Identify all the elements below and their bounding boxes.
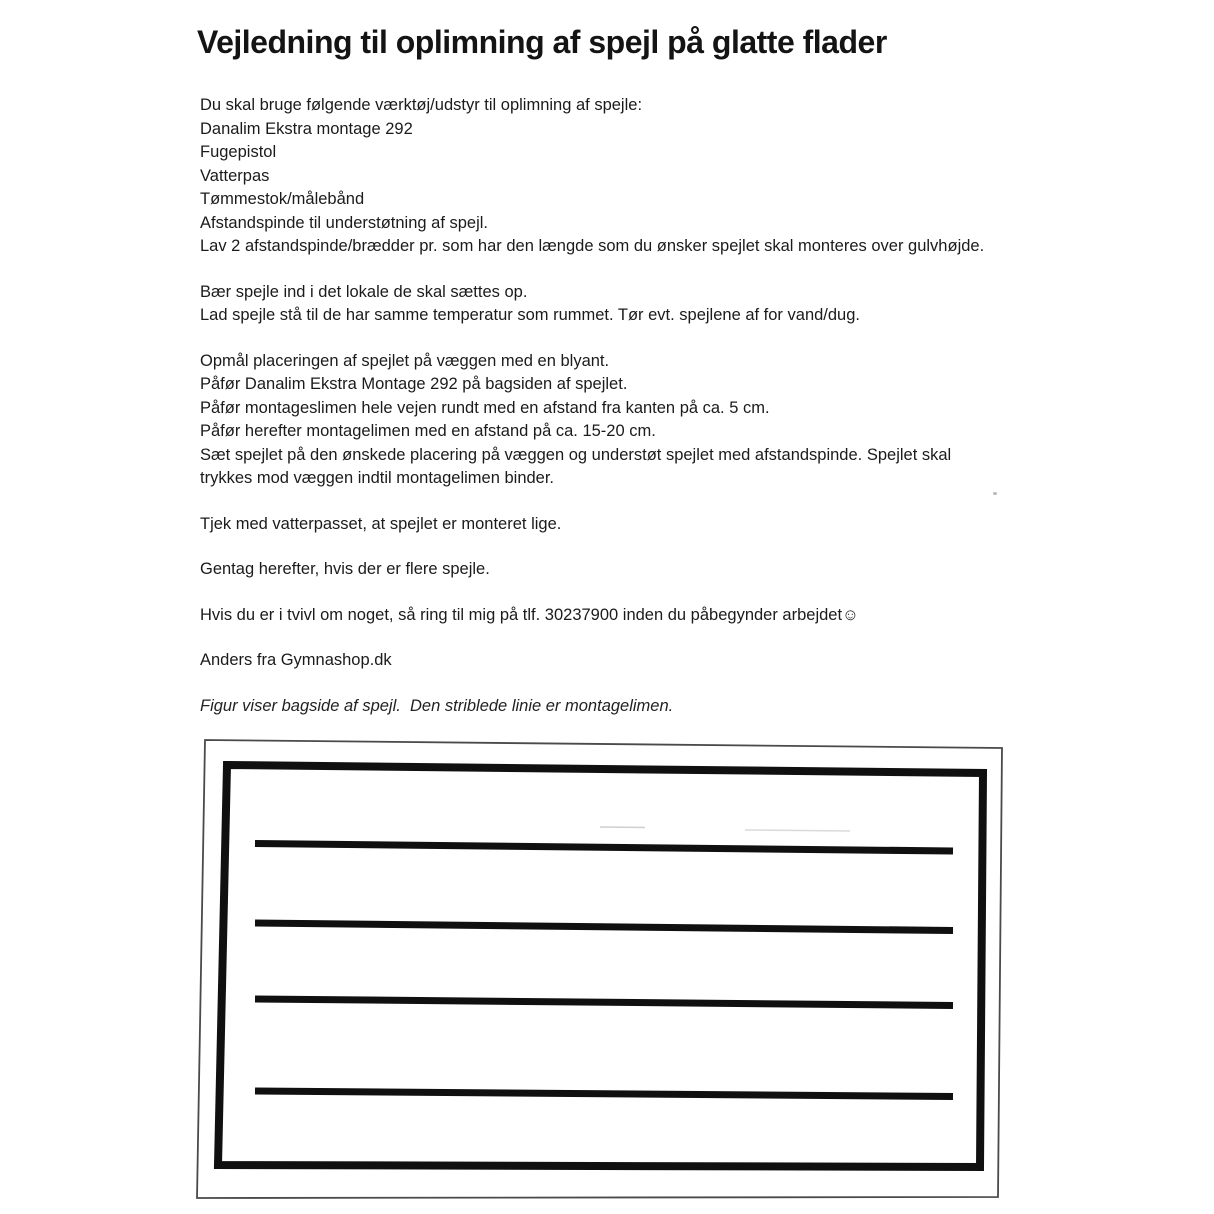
figure-glue-line <box>255 1091 953 1097</box>
tool-item: Afstandspinde til understøtning af spejl. <box>200 213 489 232</box>
figure-glue-line <box>255 999 953 1006</box>
scan-artifact-dot <box>993 492 997 495</box>
text-line: Bær spejle ind i det lokale de skal sættes op. <box>200 282 528 301</box>
figure-glue-line <box>255 923 953 931</box>
paragraph-check-level <box>200 513 1040 537</box>
text-line: Lad spejle stå til de har samme temperatur som rummet. Tør evt. spejlene af for vand/dug. <box>200 306 860 324</box>
figure-mirror-edge <box>197 740 1002 1198</box>
paragraph-tools <box>200 94 1040 259</box>
step-line: Påfør herefter montagelimen med en afstand på ca. 15-20 cm. <box>200 422 656 440</box>
tool-item: Vatterpas <box>200 166 270 185</box>
figure-glue-line <box>255 844 953 852</box>
paragraph-signature <box>200 649 1040 673</box>
mirror-back-figure <box>190 728 1015 1206</box>
text-line: Gentag herefter, hvis der er flere spejle. <box>200 560 490 578</box>
scan-artifact-mark <box>745 830 850 831</box>
step-line: trykkes mod væggen indtil montagelimen binder. <box>200 469 555 487</box>
figure-glue-border <box>218 765 983 1167</box>
text-line: Tjek med vatterpasset, at spejlet er monteret lige. <box>200 514 562 533</box>
tool-item: Danalim Ekstra montage 292 <box>200 119 413 138</box>
step-line: Påfør montageslimen hele vejen rundt med en afstand fra kanten på ca. 5 cm. <box>200 398 770 417</box>
contact-line: Hvis du er i tvivl om noget, så ring til mig på tlf. 30237900 inden du påbegynder arbejdet☺ <box>200 605 859 624</box>
paragraph-preparation <box>200 281 1040 328</box>
mirror-back-drawing <box>190 728 1015 1206</box>
document-title: Vejledning til oplimning af spejl på glatte flader <box>197 24 887 60</box>
paragraph-repeat <box>200 558 1040 582</box>
paragraph-mounting-steps <box>200 350 1040 491</box>
scan-artifact-mark <box>600 827 645 828</box>
step-line: Sæt spejlet på den ønskede placering på væggen og understøt spejlet med afstandspinde. Spejlet skal <box>200 445 952 464</box>
tools-intro-line: Du skal bruge følgende værktøj/udstyr til oplimning af spejle: <box>200 96 643 114</box>
figure-caption: Figur viser bagside af spejl. Den striblede linie er montagelimen. <box>200 696 674 715</box>
step-line: Opmål placeringen af spejlet på væggen med en blyant. <box>200 351 610 370</box>
tool-note-line: Lav 2 afstandspinde/brædder pr. som har den længde som du ønsker spejlet skal monteres over gulvhøjde. <box>200 237 985 255</box>
tool-item: Tømmestok/målebånd <box>200 190 365 208</box>
step-line: Påfør Danalim Ekstra Montage 292 på bagsiden af spejlet. <box>200 375 628 393</box>
paragraph-contact <box>200 604 1040 628</box>
signature-line: Anders fra Gymnashop.dk <box>200 651 392 669</box>
body-text <box>200 94 1040 740</box>
tool-item: Fugepistol <box>200 143 277 161</box>
